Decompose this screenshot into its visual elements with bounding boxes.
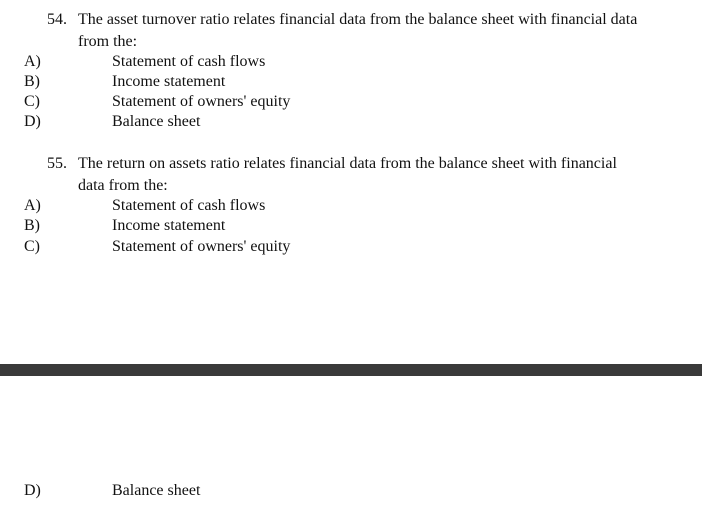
page-break-separator bbox=[0, 364, 702, 376]
question-54-option-d-text[interactable]: Balance sheet bbox=[112, 113, 201, 130]
question-54-option-c-text[interactable]: Statement of owners' equity bbox=[112, 93, 291, 110]
question-55-text-line1: The return on assets ratio relates financial data from the balance sheet with financial bbox=[78, 155, 617, 172]
question-55-option-d-text[interactable]: Balance sheet bbox=[112, 482, 201, 499]
question-54-option-a-letter: A) bbox=[24, 53, 41, 70]
question-55-option-c-text[interactable]: Statement of owners' equity bbox=[112, 238, 291, 255]
question-54-text-line2: from the: bbox=[78, 33, 138, 50]
question-54-option-b-text[interactable]: Income statement bbox=[112, 73, 226, 90]
question-55-text-line2: data from the: bbox=[78, 177, 168, 194]
question-54-option-d-letter: D) bbox=[24, 113, 41, 130]
question-54-option-a-text[interactable]: Statement of cash flows bbox=[112, 53, 266, 70]
question-55-option-d-letter: D) bbox=[24, 482, 41, 499]
question-55-option-a-letter: A) bbox=[24, 197, 41, 214]
question-54-number: 54. bbox=[47, 11, 67, 28]
question-55-option-b-text[interactable]: Income statement bbox=[112, 217, 226, 234]
question-55-option-a-text[interactable]: Statement of cash flows bbox=[112, 197, 266, 214]
question-54-option-c-letter: C) bbox=[24, 93, 40, 110]
question-55-number: 55. bbox=[47, 155, 67, 172]
question-54-option-b-letter: B) bbox=[24, 73, 40, 90]
question-54-text-line1: The asset turnover ratio relates financial data from the balance sheet with financial data bbox=[78, 11, 638, 28]
question-55-option-c-letter: C) bbox=[24, 238, 40, 255]
question-55-option-b-letter: B) bbox=[24, 217, 40, 234]
